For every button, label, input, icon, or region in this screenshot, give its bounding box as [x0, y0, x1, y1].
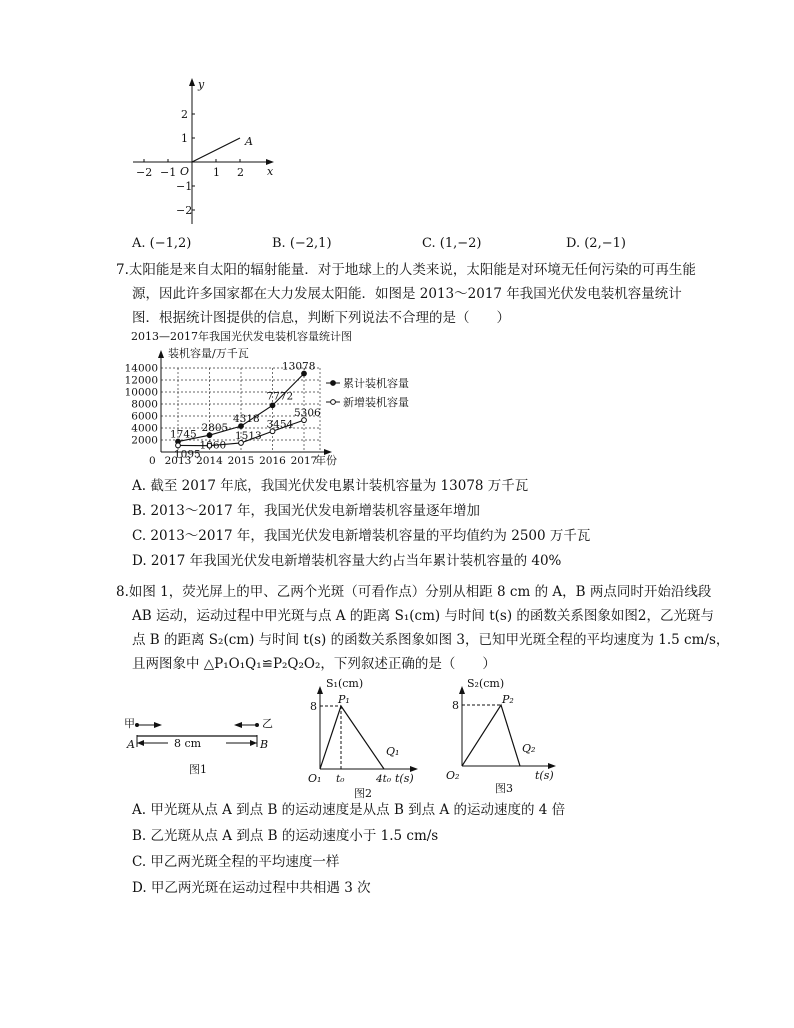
- q8-figure-2: [296, 676, 426, 800]
- data-point: [176, 443, 181, 448]
- q6-option-d[interactable]: D. (2,−1): [566, 236, 626, 251]
- y-tick-label: 8000: [131, 398, 158, 411]
- y-tick-label: 6000: [131, 410, 158, 423]
- q8-stem-line-4: 且两图象中 △P₁O₁Q₁≌P₂Q₂O₂，下列叙述正确的是（ ）: [132, 656, 496, 672]
- q8-figure-1: [122, 712, 282, 782]
- y-tick-label: 12000: [124, 374, 158, 387]
- q8-option-d[interactable]: D. 甲乙两光斑在运动过程中共相遇 3 次: [132, 880, 371, 896]
- fig1-left-label: 甲: [124, 717, 135, 730]
- chart-origin-label: 0: [149, 455, 156, 467]
- fig3-caption: 图3: [495, 782, 513, 795]
- q8-stem-line-3: 点 B 的距离 S₂(cm) 与时间 t(s) 的函数关系图象如图 3，已知甲光斑全程的平均速度为 1.5 cm/s，: [132, 632, 730, 648]
- q8-option-c[interactable]: C. 甲乙两光斑全程的平均速度一样: [132, 854, 340, 870]
- x-tick-label: 1: [213, 166, 220, 179]
- chart-xlabel: 年份: [315, 454, 337, 467]
- q7-option-a[interactable]: A. 截至 2017 年底，我国光伏发电累计装机容量为 13078 万千瓦: [132, 478, 529, 494]
- fig1-point-a: A: [127, 738, 135, 751]
- q7-option-d[interactable]: D. 2017 年我国光伏发电新增装机容量大约占当年累计装机容量的 40%: [132, 553, 562, 569]
- data-point: [270, 403, 275, 408]
- x-tick-label: 2014: [196, 455, 223, 467]
- fig2-ylabel: S₁(cm): [326, 677, 364, 690]
- q6-coordinate-graph: [128, 76, 278, 226]
- point-a-label: A: [245, 135, 253, 148]
- fig2-origin: O₁: [308, 772, 322, 785]
- x-tick-label: 2017: [290, 455, 318, 467]
- q8-option-b[interactable]: B. 乙光斑从点 A 到点 B 的运动速度小于 1.5 cm/s: [132, 828, 439, 844]
- y-tick-label: 14000: [124, 362, 158, 375]
- data-label: 1513: [235, 429, 262, 442]
- fig3-origin: O₂: [446, 769, 460, 782]
- fig3-y-value: 8: [452, 699, 459, 712]
- x-tick-label: 2015: [227, 455, 255, 467]
- q8-stem-line-1: 8.如图 1，荧光屏上的甲、乙两个光斑（可看作点）分别从相距 8 cm 的 A，B 两点同时开始沿线段: [116, 584, 712, 600]
- data-label: 1095: [174, 448, 201, 461]
- y-tick-label: 2: [181, 108, 188, 121]
- data-label: 13078: [282, 360, 316, 373]
- fig2-caption: 图2: [354, 787, 372, 800]
- legend-marker: [331, 381, 336, 386]
- chart-title: 2013—2017年我国光伏发电装机容量统计图: [131, 330, 352, 343]
- legend-marker: [331, 400, 336, 405]
- data-label: 3454: [266, 418, 294, 431]
- q7-line-chart: [124, 326, 438, 476]
- q8-stem-line-2: AB 运动，运动过程中甲光斑与点 A 的距离 S₁(cm) 与时间 t(s) 的函数关系图象如图2，乙光斑与: [132, 608, 714, 624]
- fig2-graph-line: [320, 706, 384, 769]
- x-axis-label: x: [267, 165, 274, 178]
- fig1-right-label: 乙: [262, 717, 273, 730]
- q7-option-c[interactable]: C. 2013～2017 年，我国光伏发电新增装机容量的平均值约为 2500 万千瓦: [132, 528, 591, 544]
- fig2-peak-label: P₁: [338, 693, 350, 706]
- q6-option-a[interactable]: A. (−1,2): [132, 236, 192, 251]
- y-tick-label: 4000: [131, 422, 158, 435]
- fig2-xlabel: t(s): [395, 772, 414, 785]
- data-label: 4318: [233, 413, 260, 426]
- fig3-ylabel: S₂(cm): [467, 677, 505, 690]
- legend-entry: 新增装机容量: [343, 396, 409, 409]
- y-tick-label: 10000: [124, 386, 158, 399]
- data-label: 1745: [170, 428, 197, 441]
- q8-figure-3: [440, 676, 570, 796]
- fig1-point-b: B: [260, 738, 269, 751]
- fig2-t-end: 4t₀: [376, 773, 392, 785]
- fig1-caption: 图1: [189, 763, 207, 776]
- q7-stem-line-3: 图．根据统计图提供的信息，判断下列说法不合理的是（ ）: [132, 310, 510, 326]
- fig2-t-mark: t₀: [336, 773, 345, 785]
- x-tick-label: 2013: [164, 455, 192, 467]
- x-tick-label: −2: [136, 166, 153, 179]
- q7-stem-line-2: 源，因此许多国家都在大力发展太阳能．如图是 2013～2017 年我国光伏发电装机容量统计: [132, 286, 682, 302]
- fig3-graph-line: [462, 705, 520, 766]
- y-tick-label: −1: [176, 180, 193, 193]
- y-axis-arrow: [158, 350, 164, 358]
- chart-ylabel: 装机容量/万千瓦: [168, 347, 249, 360]
- y-tick-label: −2: [176, 204, 193, 217]
- y-axis-label: y: [198, 78, 205, 91]
- fig2-end-label: Q₁: [386, 745, 400, 758]
- q7-stem-line-1: 7.太阳能是来自太阳的辐射能量．对于地球上的人类来说，太阳能是对环境无任何污染的可再生能: [116, 262, 696, 278]
- fig3-xlabel: t(s): [535, 769, 554, 782]
- fig2-y-value: 8: [310, 700, 317, 713]
- q6-option-c[interactable]: C. (1,−2): [422, 236, 482, 251]
- data-label: 5306: [294, 407, 321, 420]
- segment-oa: [192, 138, 240, 162]
- fig3-peak-label: P₂: [502, 693, 514, 706]
- data-label: 2805: [201, 422, 229, 435]
- fig1-distance-label: 8 cm: [174, 737, 202, 750]
- y-tick-label: 2000: [131, 434, 158, 447]
- data-label: 1060: [199, 439, 227, 452]
- fig3-end-label: Q₂: [522, 742, 536, 755]
- origin-label: O: [180, 165, 190, 178]
- legend-entry: 累计装机容量: [343, 377, 409, 390]
- y-axis-arrow: [189, 78, 195, 86]
- q8-option-a[interactable]: A. 甲光斑从点 A 到点 B 的运动速度是从点 B 到点 A 的运动速度的 4 倍: [132, 802, 566, 818]
- q6-option-b[interactable]: B. (−2,1): [272, 236, 332, 251]
- x-tick-label: 2016: [259, 455, 286, 467]
- x-tick-label: 2: [237, 166, 244, 179]
- q7-option-b[interactable]: B. 2013～2017 年，我国光伏发电新增装机容量逐年增加: [132, 503, 481, 519]
- x-tick-label: −1: [160, 166, 177, 179]
- data-label: 7772: [266, 390, 294, 403]
- y-tick-label: 1: [181, 132, 188, 145]
